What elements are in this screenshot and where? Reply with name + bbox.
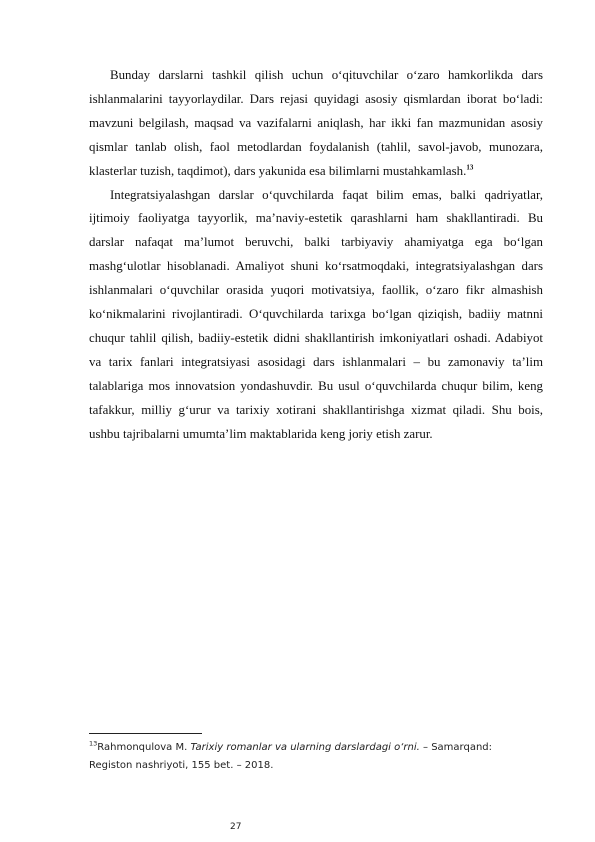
footnote-publication: – Samarqand: Registon nashriyoti, 155 bet. – 2018. bbox=[89, 742, 493, 771]
footnote-title: Tarixiy romanlar va ularning darslardagi o‘rni. bbox=[190, 742, 420, 753]
footnote bbox=[89, 739, 509, 775]
paragraph-2-text: Integratsiyalashgan darslar o‘quvchilarda faqat bilim emas, balki qadriyatlar, ijtimoiy faoliyatga tayyorlik, ma’naviy-estetik qarashlarni ham shakllantiradi. Bu darslar nafaqat ma’lumot beruvchi, balki tarbiyaviy ahamiyatga ega bo‘lgan mashg‘ulotlar hisoblanadi. Amaliyot shuni ko‘rsatmoqdaki, integratsiyalashgan dars ishlanmalari o‘quvchilar orasida yuqori motivatsiya, faollik, o‘zaro fikr almashish ko‘nikmalarini rivojlantiradi. O‘quvchilarda tarixga bo‘lgan qiziqish, badiiy matnni chuqur tahlil qilish, badiiy-estetik didni shakllantirish imkoniyatlari oshadi. Adabiyot va tarix fanlari integratsiyasi asosidagi dars ishlanmalari – bu zamonaviy ta’lim talablariga mos innovatsion yondashuvdir. Bu usul o‘quvchilarda chuqur bilim, keng tafakkur, milliy g‘urur va tarixiy xotirani shakllantirishga xizmat qiladi. Shu bois, ushbu tajribalarni umumta’lim maktablarida keng joriy etish zarur. bbox=[89, 187, 543, 441]
page-number: 27 bbox=[230, 822, 242, 832]
paragraph-1-text: Bunday darslarni tashkil qilish uchun o‘qituvchilar o‘zaro hamkorlikda dars ishlanmalarini tayyorlaydilar. Dars rejasi quyidagi asosiy qismlardan iborat bo‘ladi: mavzuni belgilash, maqsad va vazifalarni aniqlash, har ikki fan mazmunidan asosiy qismlar tanlab olish, faol metodlardan foydalanish (tahlil, savol-javob, munozara, klasterlar tuzish, taqdimot), dars yakunida esa bilimlarni mustahkamlash. bbox=[89, 68, 543, 178]
footnote-author: Rahmonqulova M. bbox=[97, 742, 191, 753]
footnote-number: 13 bbox=[89, 739, 98, 748]
footnote-reference[interactable]: 13 bbox=[466, 163, 474, 172]
main-text bbox=[89, 64, 543, 447]
paragraph-1 bbox=[89, 64, 543, 184]
paragraph-2 bbox=[89, 184, 543, 447]
footnote-separator bbox=[89, 733, 202, 734]
